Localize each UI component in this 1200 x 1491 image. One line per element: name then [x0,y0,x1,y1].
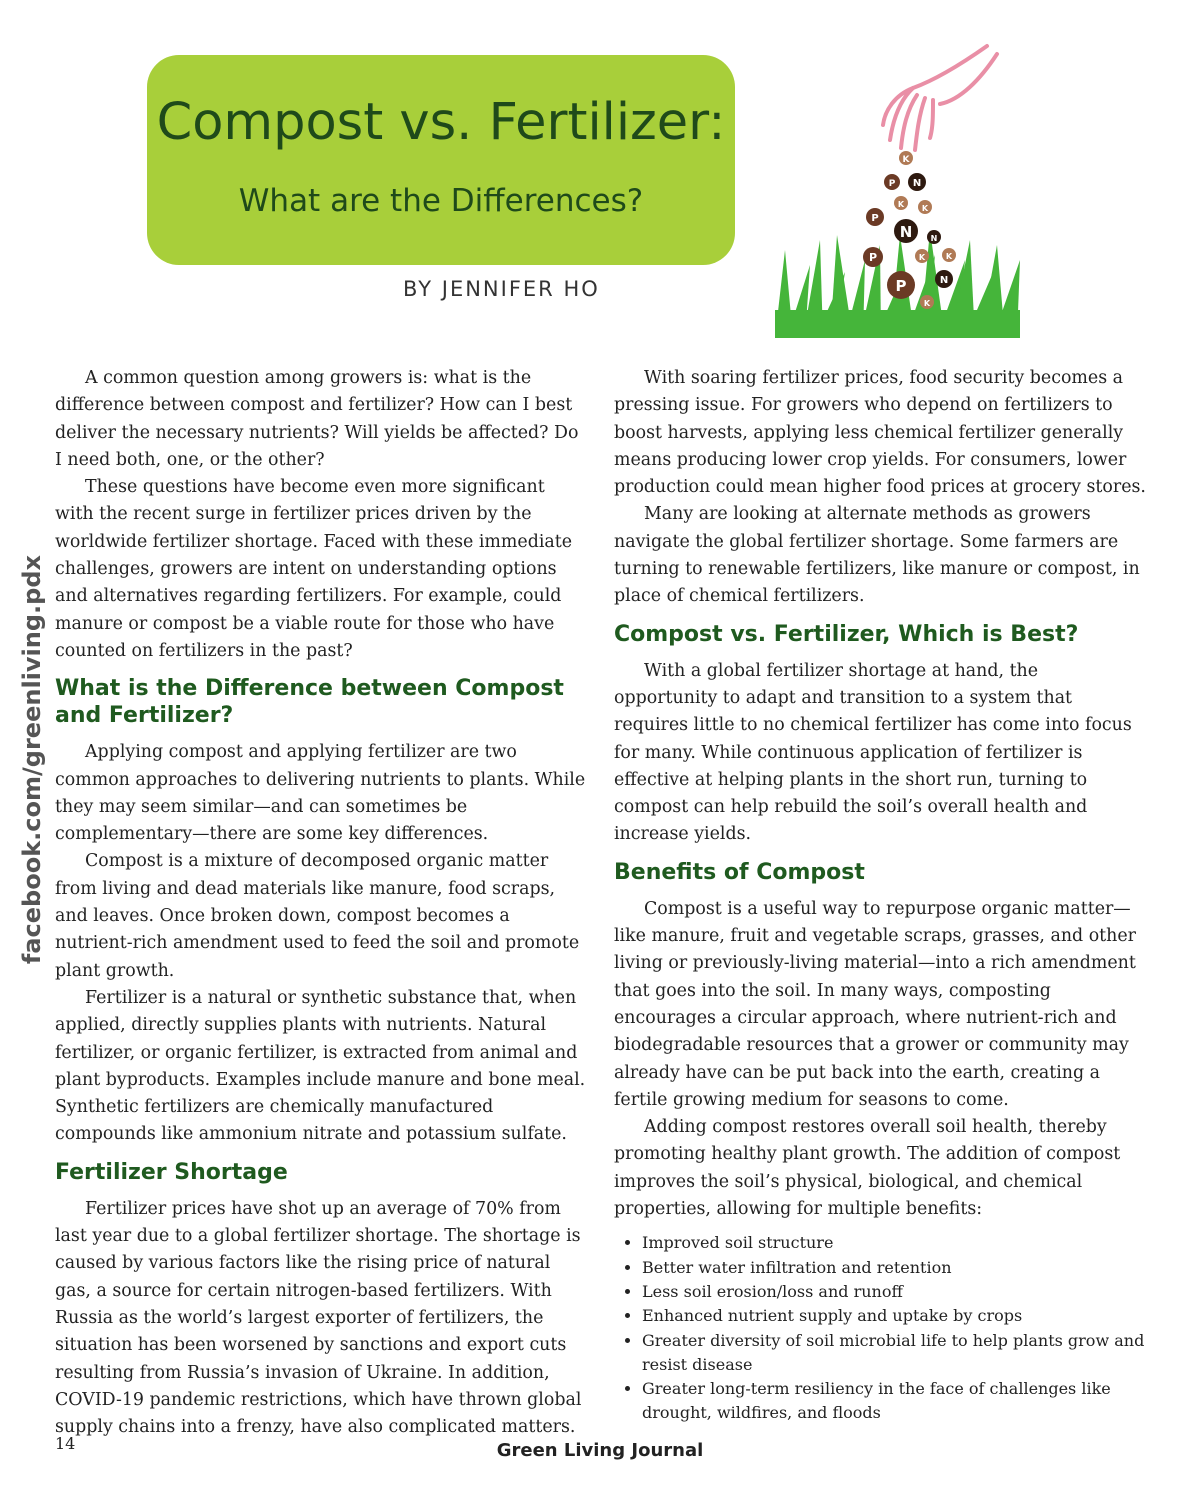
pellet-label: K [902,155,910,165]
nutrient-pellet-icon [899,151,913,165]
left-column [55,365,587,1441]
pellet-label: K [923,299,931,308]
paragraph: These questions have become even more significant with the recent surge in fertilizer prices driven by the worldwide fertilizer shortage. Faced with these immediate challenges, growers are intent on understanding options and alternatives regarding fertilizers. For example, could manure or compost be a viable route for those who have counted on fertilizers in the past? [55,477,573,661]
nutrient-pellet-icon [908,173,926,191]
section-heading: What is the Difference between Compost and Fertilizer? [55,676,564,729]
pellet-label: P [871,213,879,224]
byline: BY JENNIFER HO [403,277,600,301]
benefits-list [614,1231,1146,1425]
section-heading: Compost vs. Fertilizer, Which is Best? [614,621,1079,647]
paragraph: A common question among growers is: what is the difference between compost and fertilizer? How can I best deliver the necessary nutrients? Will yields be affected? Do I need both, one, or the other? [55,368,579,470]
nutrient-pellet-icon [920,295,934,309]
pellet-label: K [945,252,953,261]
publication-footer: Green Living Journal [496,1440,704,1461]
section-heading: Benefits of Compost [614,859,865,885]
nutrient-pellet-icon [863,247,883,267]
paragraph: Applying compost and applying fertilizer are two common approaches to delivering nutrients to plants. While they may seem similar—and can sometimes be complementary—there are some key differences. [55,742,586,845]
nutrient-pellet-icon [866,208,884,226]
hand-icon [883,46,997,150]
nutrient-pellet-icon [915,249,929,263]
social-url-sidebar: facebook.com/greenliving.pdx [18,555,46,965]
paragraph: Fertilizer is a natural or synthetic substance that, when applied, directly supplies plants with nutrients. Natural fertilizer, or organic fertilizer, is extracted from animal and plant byproducts. Examples include manure and bone meal. Synthetic fertilizers are chemically manufactured compounds like ammonium nitrate and potassium sulfate. [55,987,586,1145]
pellet-label: K [921,204,929,213]
paragraph: Compost is a mixture of decomposed organic matter from living and dead materials like manure, food scraps, and leaves. Once broken down, compost becomes a nutrient-rich amendment used to feed the soil and promote plant growth. [55,851,580,981]
nutrient-pellet-icon [927,230,941,244]
paragraph: With soaring fertilizer prices, food security becomes a pressing issue. For growers who depend on fertilizers to boost harvests, applying less chemical fertilizer generally means producing lower crop yields. For consumers, lower production could mean higher food prices at grocery stores. [614,368,1146,498]
pellet-label: K [897,200,905,209]
pellet-label: N [899,223,913,241]
section-heading: Fertilizer Shortage [55,1159,288,1185]
pellet-label: N [939,275,949,286]
pellet-label: P [868,251,878,264]
pellet-label: N [930,234,938,243]
pellet-label: N [912,178,922,189]
list-item: • Enhanced nutrient supply and uptake by crops [642,1304,1146,1328]
pellet-label: K [918,253,926,262]
pellet-label: P [888,179,896,189]
nutrient-pellet-icon [887,271,915,299]
paragraph: With a global fertilizer shortage at hand, the opportunity to adapt and transition to a system that requires little to no chemical fertilizer has come into focus for many. While continuous application of fertilizer is effective at helping plants in the short run, turning to compost can help rebuild the soil’s overall health and increase yields. [614,660,1132,845]
right-column [614,365,1146,1426]
list-item: • Less soil erosion/loss and runoff [642,1280,1146,1304]
nutrient-pellet-icon [935,270,953,288]
nutrient-pellet-icon [894,196,908,210]
list-item: • Improved soil structure [642,1231,1146,1255]
article-subtitle: What are the Differences? [238,183,644,219]
paragraph: Adding compost restores overall soil health, thereby promoting healthy plant growth. The addition of compost improves the soil’s physical, biological, and chemical properties, allowing for multiple benefits: [614,1117,1121,1220]
paragraph: Many are looking at alternate methods as growers navigate the global fertilizer shortage. Some farmers are turning to renewable fertilizers, like manure or compost, in place of chemical fertilizers. [614,504,1140,607]
pellet-label: P [895,277,907,295]
page-number: 14 [55,1434,76,1453]
nutrient-pellet-icon [942,248,956,262]
article-title: Compost vs. Fertilizer: [156,93,726,152]
title-banner [147,55,735,265]
list-item: • Better water infiltration and retention [642,1256,1146,1280]
nutrient-pellet-icon [884,174,900,190]
paragraph: Compost is a useful way to repurpose organic matter—like manure, fruit and vegetable scraps, grasses, and other living or previously-living material—into a rich amendment that goes into the soil. In many ways, composting encourages a circular approach, where nutrient-rich and biodegradable resources that a grower or community may already have can be put back into the earth, creating a fertile growing medium for seasons to come. [614,898,1136,1110]
list-item: • Greater diversity of soil microbial life to help plants grow and resist disease [642,1329,1146,1378]
hand-fertilizer-illustration [765,40,1030,340]
nutrient-pellet-icon [894,219,918,243]
nutrient-pellet-icon [918,200,932,214]
paragraph: Fertilizer prices have shot up an average of 70% from last year due to a global fertilizer shortage. The shortage is caused by various factors like the rising price of natural gas, a source for certain nitrogen-based fertilizers. With Russia as the world’s largest exporter of fertilizers, the situation has been worsened by sanctions and export cuts resulting from Russia’s invasion of Ukraine. In addition, COVID-19 pandemic restrictions, which have thrown global supply chains into a frenzy, have also complicated matters. [55,1198,582,1438]
list-item: • Greater long-term resiliency in the face of challenges like drought, wildfires, and floods [642,1377,1146,1426]
